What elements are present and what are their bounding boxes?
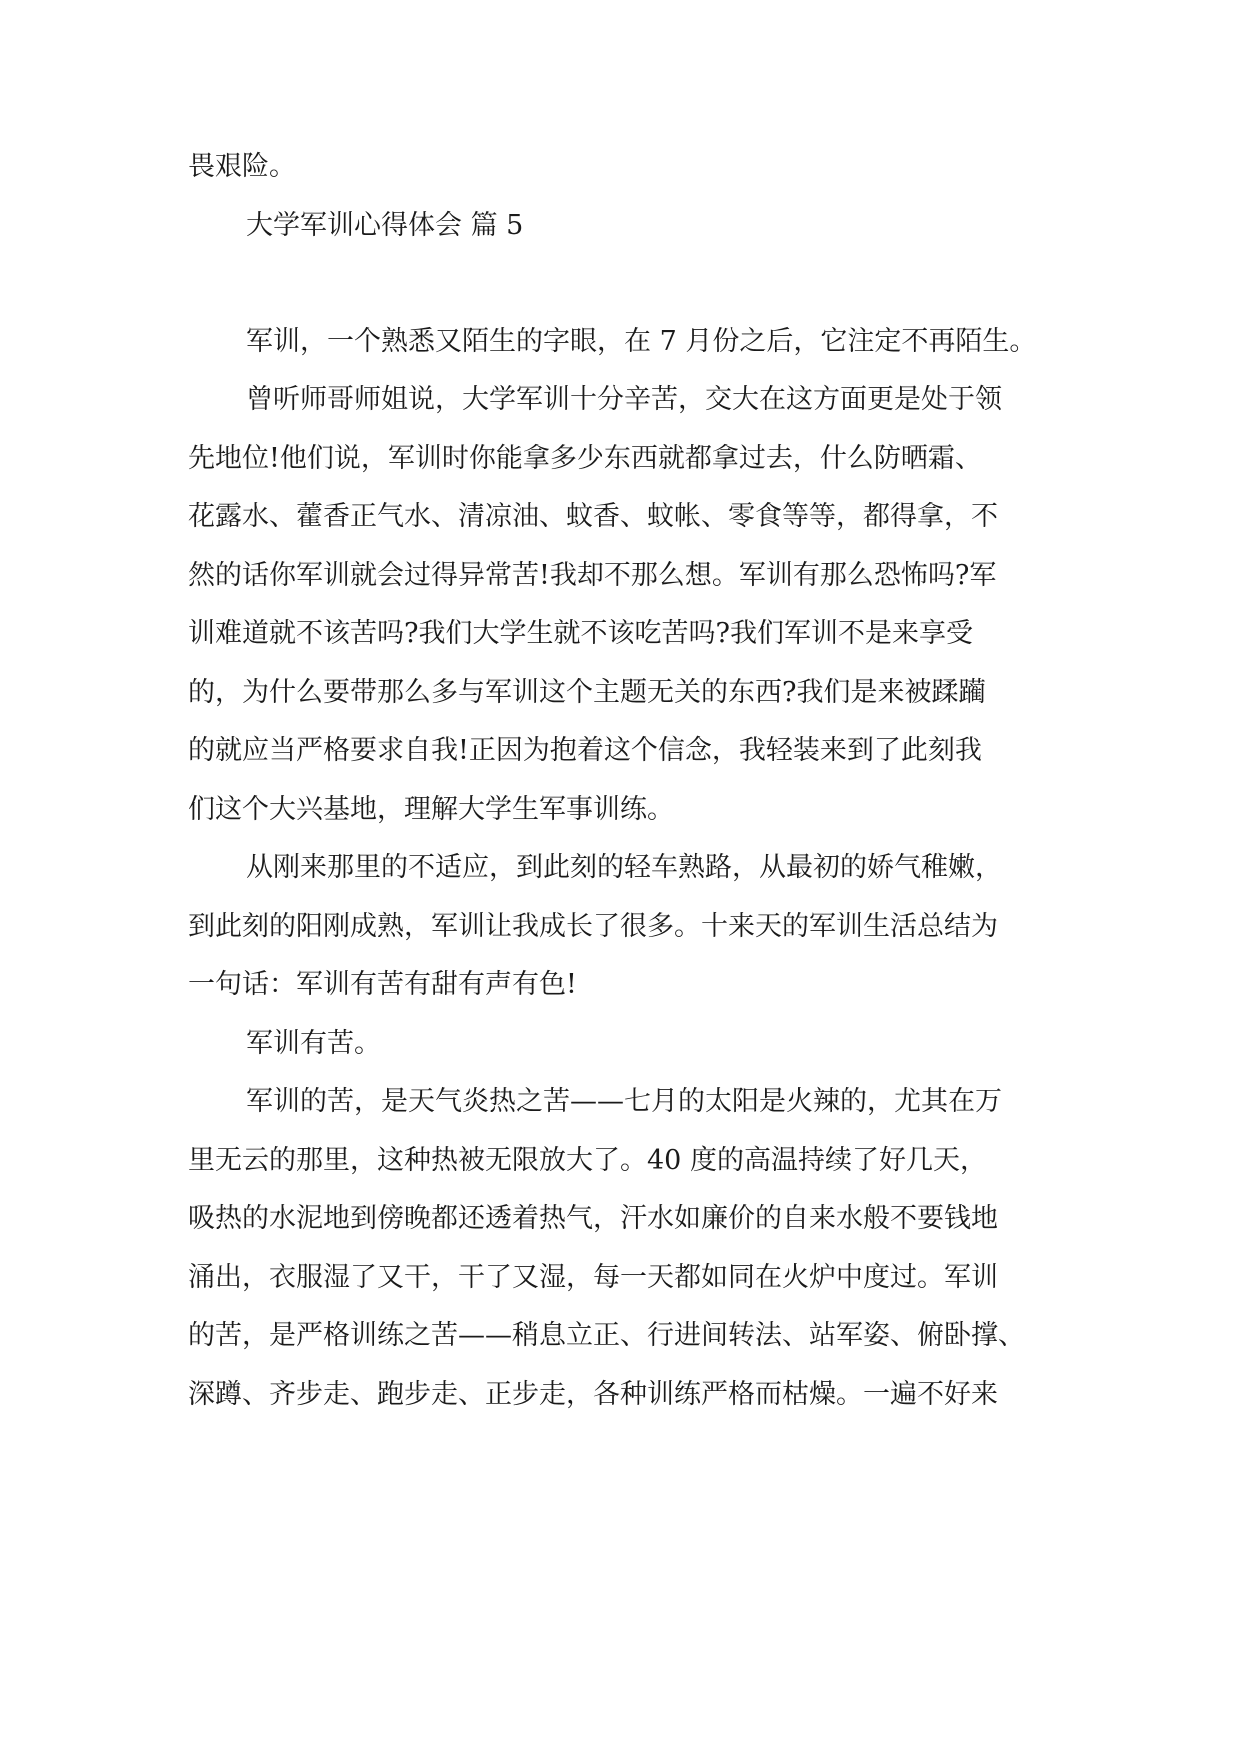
paragraph-line: 里无云的那里，这种热被无限放大了。40 度的高温持续了好几天， <box>188 1145 987 1176</box>
paragraph-line: 军训有苦。 <box>246 1028 381 1059</box>
paragraph-line: 的，为什么要带那么多与军训这个主题无关的东西?我们是来被蹂躏 <box>188 677 986 708</box>
paragraph-line: 涌出，衣服湿了又干，干了又湿，每一天都如同在火炉中度过。军训 <box>188 1262 998 1293</box>
paragraph-line: 先地位!他们说，军训时你能拿多少东西就都拿过去，什么防晒霜、 <box>188 443 982 474</box>
paragraph-line: 的就应当严格要求自我!正因为抱着这个信念，我轻装来到了此刻我 <box>188 735 982 766</box>
paragraph-line: 吸热的水泥地到傍晚都还透着热气，汗水如廉价的自来水般不要钱地 <box>188 1203 998 1234</box>
paragraph-line: 一句话：军训有苦有甜有声有色! <box>188 969 577 1000</box>
paragraph-line: 军训，一个熟悉又陌生的字眼，在 7 月份之后，它注定不再陌生。 <box>246 326 1037 357</box>
section-heading: 大学军训心得体会 篇 5 <box>246 210 524 241</box>
paragraph-line: 军训的苦，是天气炎热之苦——七月的太阳是火辣的，尤其在万 <box>246 1086 1002 1117</box>
paragraph-line: 然的话你军训就会过得异常苦!我却不那么想。军训有那么恐怖吗?军 <box>188 560 997 591</box>
paragraph-line: 的苦，是严格训练之苦——稍息立正、行进间转法、站军姿、俯卧撑、 <box>188 1320 1025 1351</box>
paragraph-line: 到此刻的阳刚成熟，军训让我成长了很多。十来天的军训生活总结为 <box>188 911 998 942</box>
paragraph-line: 曾听师哥师姐说，大学军训十分辛苦，交大在这方面更是处于领 <box>246 384 1002 415</box>
paragraph-line: 深蹲、齐步走、跑步走、正步走，各种训练严格而枯燥。一遍不好来 <box>188 1379 998 1410</box>
paragraph-line: 畏艰险。 <box>188 151 296 182</box>
paragraph-line: 训难道就不该苦吗?我们大学生就不该吃苦吗?我们军训不是来享受 <box>188 618 973 649</box>
paragraph-line: 从刚来那里的不适应，到此刻的轻车熟路，从最初的娇气稚嫩， <box>246 852 1002 883</box>
paragraph-line: 们这个大兴基地，理解大学生军事训练。 <box>188 794 674 825</box>
paragraph-line: 花露水、藿香正气水、清凉油、蚊香、蚊帐、零食等等，都得拿，不 <box>188 501 998 532</box>
